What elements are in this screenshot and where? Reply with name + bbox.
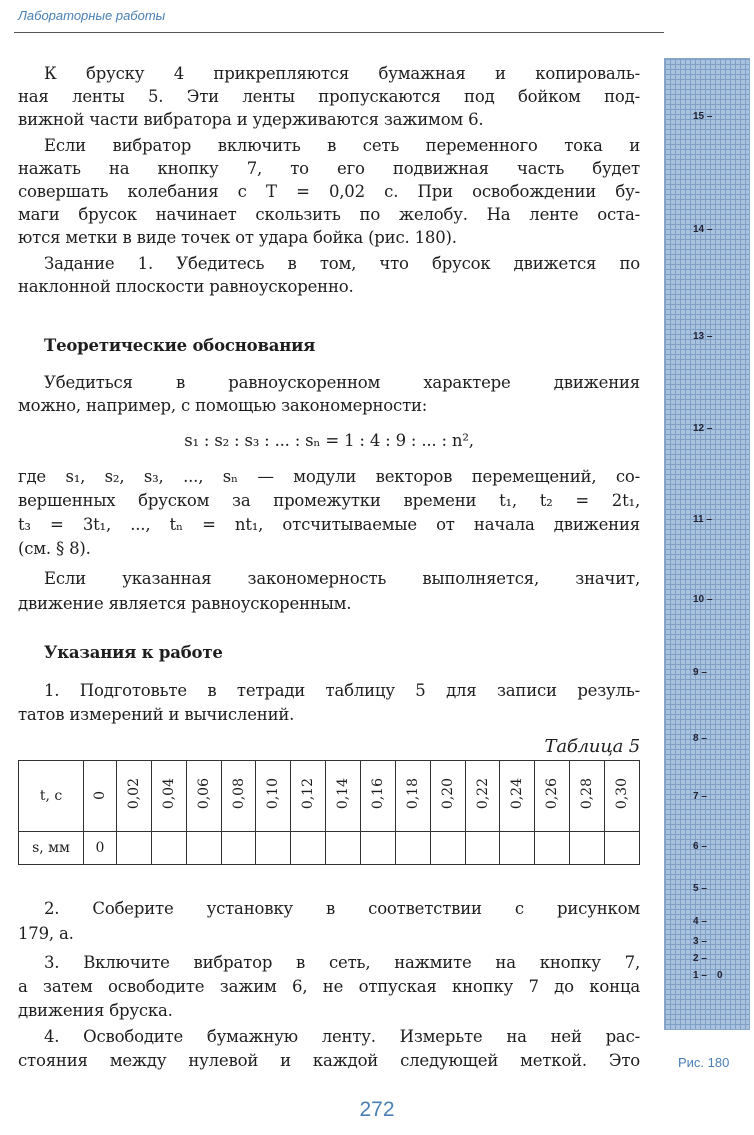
tape-mark-number: 7	[693, 791, 699, 802]
section-heading: Указания к работе	[44, 643, 223, 662]
text-line: Если вибратор включить в сеть переменного тока и	[44, 136, 640, 155]
cell-text: 0,08	[230, 778, 247, 810]
cell-text: 0,28	[579, 778, 596, 810]
text-line: движения бруска.	[18, 1001, 173, 1020]
t-value-cell	[361, 761, 396, 832]
t-value-cell	[395, 761, 430, 832]
paper-tape-figure	[664, 58, 750, 1030]
tape-mark-number: 11	[693, 514, 704, 525]
s-value-cell	[570, 832, 605, 865]
cell-text: 0,22	[474, 778, 491, 810]
cell-text: 0,10	[265, 778, 282, 810]
tape-mark-number: 13	[693, 331, 705, 342]
t-value-cell	[186, 761, 221, 832]
page-number: 272	[359, 1098, 395, 1121]
t-value-cell	[221, 761, 256, 832]
s-value-cell	[186, 832, 221, 865]
tape-mark-label: 6 –	[693, 841, 707, 852]
text-line: К бруску 4 прикрепляются бумажная и копироваль-	[44, 64, 640, 83]
tape-mark-number: 4	[693, 916, 699, 927]
t-value-cell	[465, 761, 500, 832]
tape-mark-label: 2 –	[693, 953, 707, 964]
tape-mark-label: 8 –	[693, 733, 707, 744]
text-line: движение является равноускоренным.	[18, 594, 352, 613]
cell-text: t, с	[39, 788, 63, 804]
cell-text: 0	[92, 791, 108, 800]
s-value-cell	[84, 832, 117, 865]
text-line: ются метки в виде точек от удара бойка (рис. 180).	[18, 228, 457, 247]
tape-mark-number: 5	[693, 883, 699, 894]
s-value-cell	[326, 832, 361, 865]
cell-text: 0,16	[369, 778, 386, 810]
t-value-cell	[84, 761, 117, 832]
tape-mark-label: 15 –	[693, 111, 713, 122]
tape-mark-number: 10	[693, 594, 705, 605]
s-value-cell	[430, 832, 465, 865]
tape-mark-label: 7 –	[693, 791, 707, 802]
t-value-cell	[117, 761, 152, 832]
tape-mark-label: 12 –	[693, 423, 713, 434]
tape-mark-label: 3 –	[693, 936, 707, 947]
t-value-cell	[535, 761, 570, 832]
tape-mark-number: 1	[693, 970, 699, 981]
text-line: 1. Подготовьте в тетради таблицу 5 для записи резуль-	[44, 681, 640, 700]
cell-text: 0,20	[439, 778, 456, 810]
text-line: татов измерений и вычислений.	[18, 705, 295, 724]
figure-caption: Рис. 180	[678, 1055, 730, 1070]
cell-text: 0,04	[160, 778, 177, 810]
tape-mark-number: 9	[693, 667, 699, 678]
text-line: 179, а.	[18, 924, 74, 943]
row-label-t	[19, 761, 84, 832]
tape-mark-label: 10 –	[693, 594, 713, 605]
text-line: 2. Соберите установку в соответствии с рисунком	[44, 899, 640, 918]
table-5	[18, 760, 640, 865]
s-value-cell	[291, 832, 326, 865]
tape-mark-label: 14 –	[693, 224, 713, 235]
tape-mark-label: 13 –	[693, 331, 713, 342]
s-value-cell	[361, 832, 396, 865]
t-value-cell	[326, 761, 361, 832]
cell-text: s, мм	[32, 840, 70, 856]
text-line: стояния между нулевой и каждой следующей меткой. Это	[18, 1051, 640, 1070]
text-line: где s₁, s₂, s₃, ..., sₙ — модули векторов перемещений, со-	[18, 467, 640, 486]
s-value-cell	[465, 832, 500, 865]
s-value-cell	[151, 832, 186, 865]
section-header: Лабораторные работы	[18, 8, 166, 23]
cell-text: 0	[95, 840, 105, 856]
s-value-cell	[500, 832, 535, 865]
s-value-cell	[605, 832, 640, 865]
t-value-cell	[256, 761, 291, 832]
text-line: Убедиться в равноускоренном характере движения	[44, 373, 640, 392]
text-line: нажать на кнопку 7, то его подвижная часть будет	[18, 159, 640, 178]
header-divider	[14, 32, 664, 33]
text-line: наклонной плоскости равноускоренно.	[18, 277, 354, 296]
text-line: 4. Освободите бумажную ленту. Измерьте на ней рас-	[44, 1027, 640, 1046]
t-value-cell	[430, 761, 465, 832]
table-row-s	[19, 832, 640, 865]
tape-mark-number: 2	[693, 953, 699, 964]
section-heading: Теоретические обоснования	[44, 336, 316, 355]
s-value-cell	[535, 832, 570, 865]
tape-mark-label: 1 –	[693, 970, 707, 981]
tape-mark-label: 9 –	[693, 667, 707, 678]
s-value-cell	[117, 832, 152, 865]
text-line: Задание 1. Убедитесь в том, что брусок движется по	[44, 254, 640, 273]
tape-mark-label	[717, 970, 723, 981]
tape-mark-number: 8	[693, 733, 699, 744]
table-row-t	[19, 761, 640, 832]
formula: s₁ : s₂ : s₃ : ... : sₙ = 1 : 4 : 9 : ... : n²,	[184, 431, 474, 450]
row-label-s	[19, 832, 84, 865]
tape-mark-number: 15	[693, 111, 705, 122]
text-line: совершать колебания с T = 0,02 с. При освобождении бу-	[18, 182, 640, 201]
text-line: маги брусок начинает скользить по желобу. На ленте оста-	[18, 205, 640, 224]
s-value-cell	[395, 832, 430, 865]
text-line: ная ленты 5. Эти ленты пропускаются под бойком под-	[18, 87, 640, 106]
tape-mark-label: 11 –	[693, 514, 712, 525]
tape-mark-label: 5 –	[693, 883, 707, 894]
t-value-cell	[291, 761, 326, 832]
s-value-cell	[256, 832, 291, 865]
table-caption: Таблица 5	[544, 736, 640, 757]
cell-text: 0,24	[509, 778, 526, 810]
text-line: а затем освободите зажим 6, не отпуская кнопку 7 до конца	[18, 977, 640, 996]
tape-mark-number: 3	[693, 936, 699, 947]
text-line: t₃ = 3t₁, ..., tₙ = nt₁, отсчитываемые от начала движения	[18, 515, 640, 534]
tape-mark-label: 4 –	[693, 916, 707, 927]
text-line: можно, например, с помощью закономерности:	[18, 396, 428, 415]
cell-text: 0,30	[614, 778, 631, 810]
t-value-cell	[570, 761, 605, 832]
t-value-cell	[151, 761, 186, 832]
tape-mark-number: 12	[693, 423, 705, 434]
cell-text: 0,02	[125, 778, 142, 810]
text-line: вижной части вибратора и удерживаются зажимом 6.	[18, 110, 484, 129]
text-line: 3. Включите вибратор в сеть, нажмите на кнопку 7,	[44, 953, 640, 972]
cell-text: 0,06	[195, 778, 212, 810]
cell-text: 0,12	[300, 778, 317, 810]
t-value-cell	[605, 761, 640, 832]
text-line: (см. § 8).	[18, 539, 91, 558]
cell-text: 0,26	[544, 778, 561, 810]
text-line: вершенных бруском за промежутки времени t₁, t₂ = 2t₁,	[18, 491, 640, 510]
tape-mark-number: 0	[717, 970, 723, 981]
s-value-cell	[221, 832, 256, 865]
tape-mark-number: 6	[693, 841, 699, 852]
text-line: Если указанная закономерность выполняется, значит,	[44, 569, 640, 588]
cell-text: 0,18	[404, 778, 421, 810]
t-value-cell	[500, 761, 535, 832]
cell-text: 0,14	[335, 778, 352, 810]
tape-mark-number: 14	[693, 224, 705, 235]
